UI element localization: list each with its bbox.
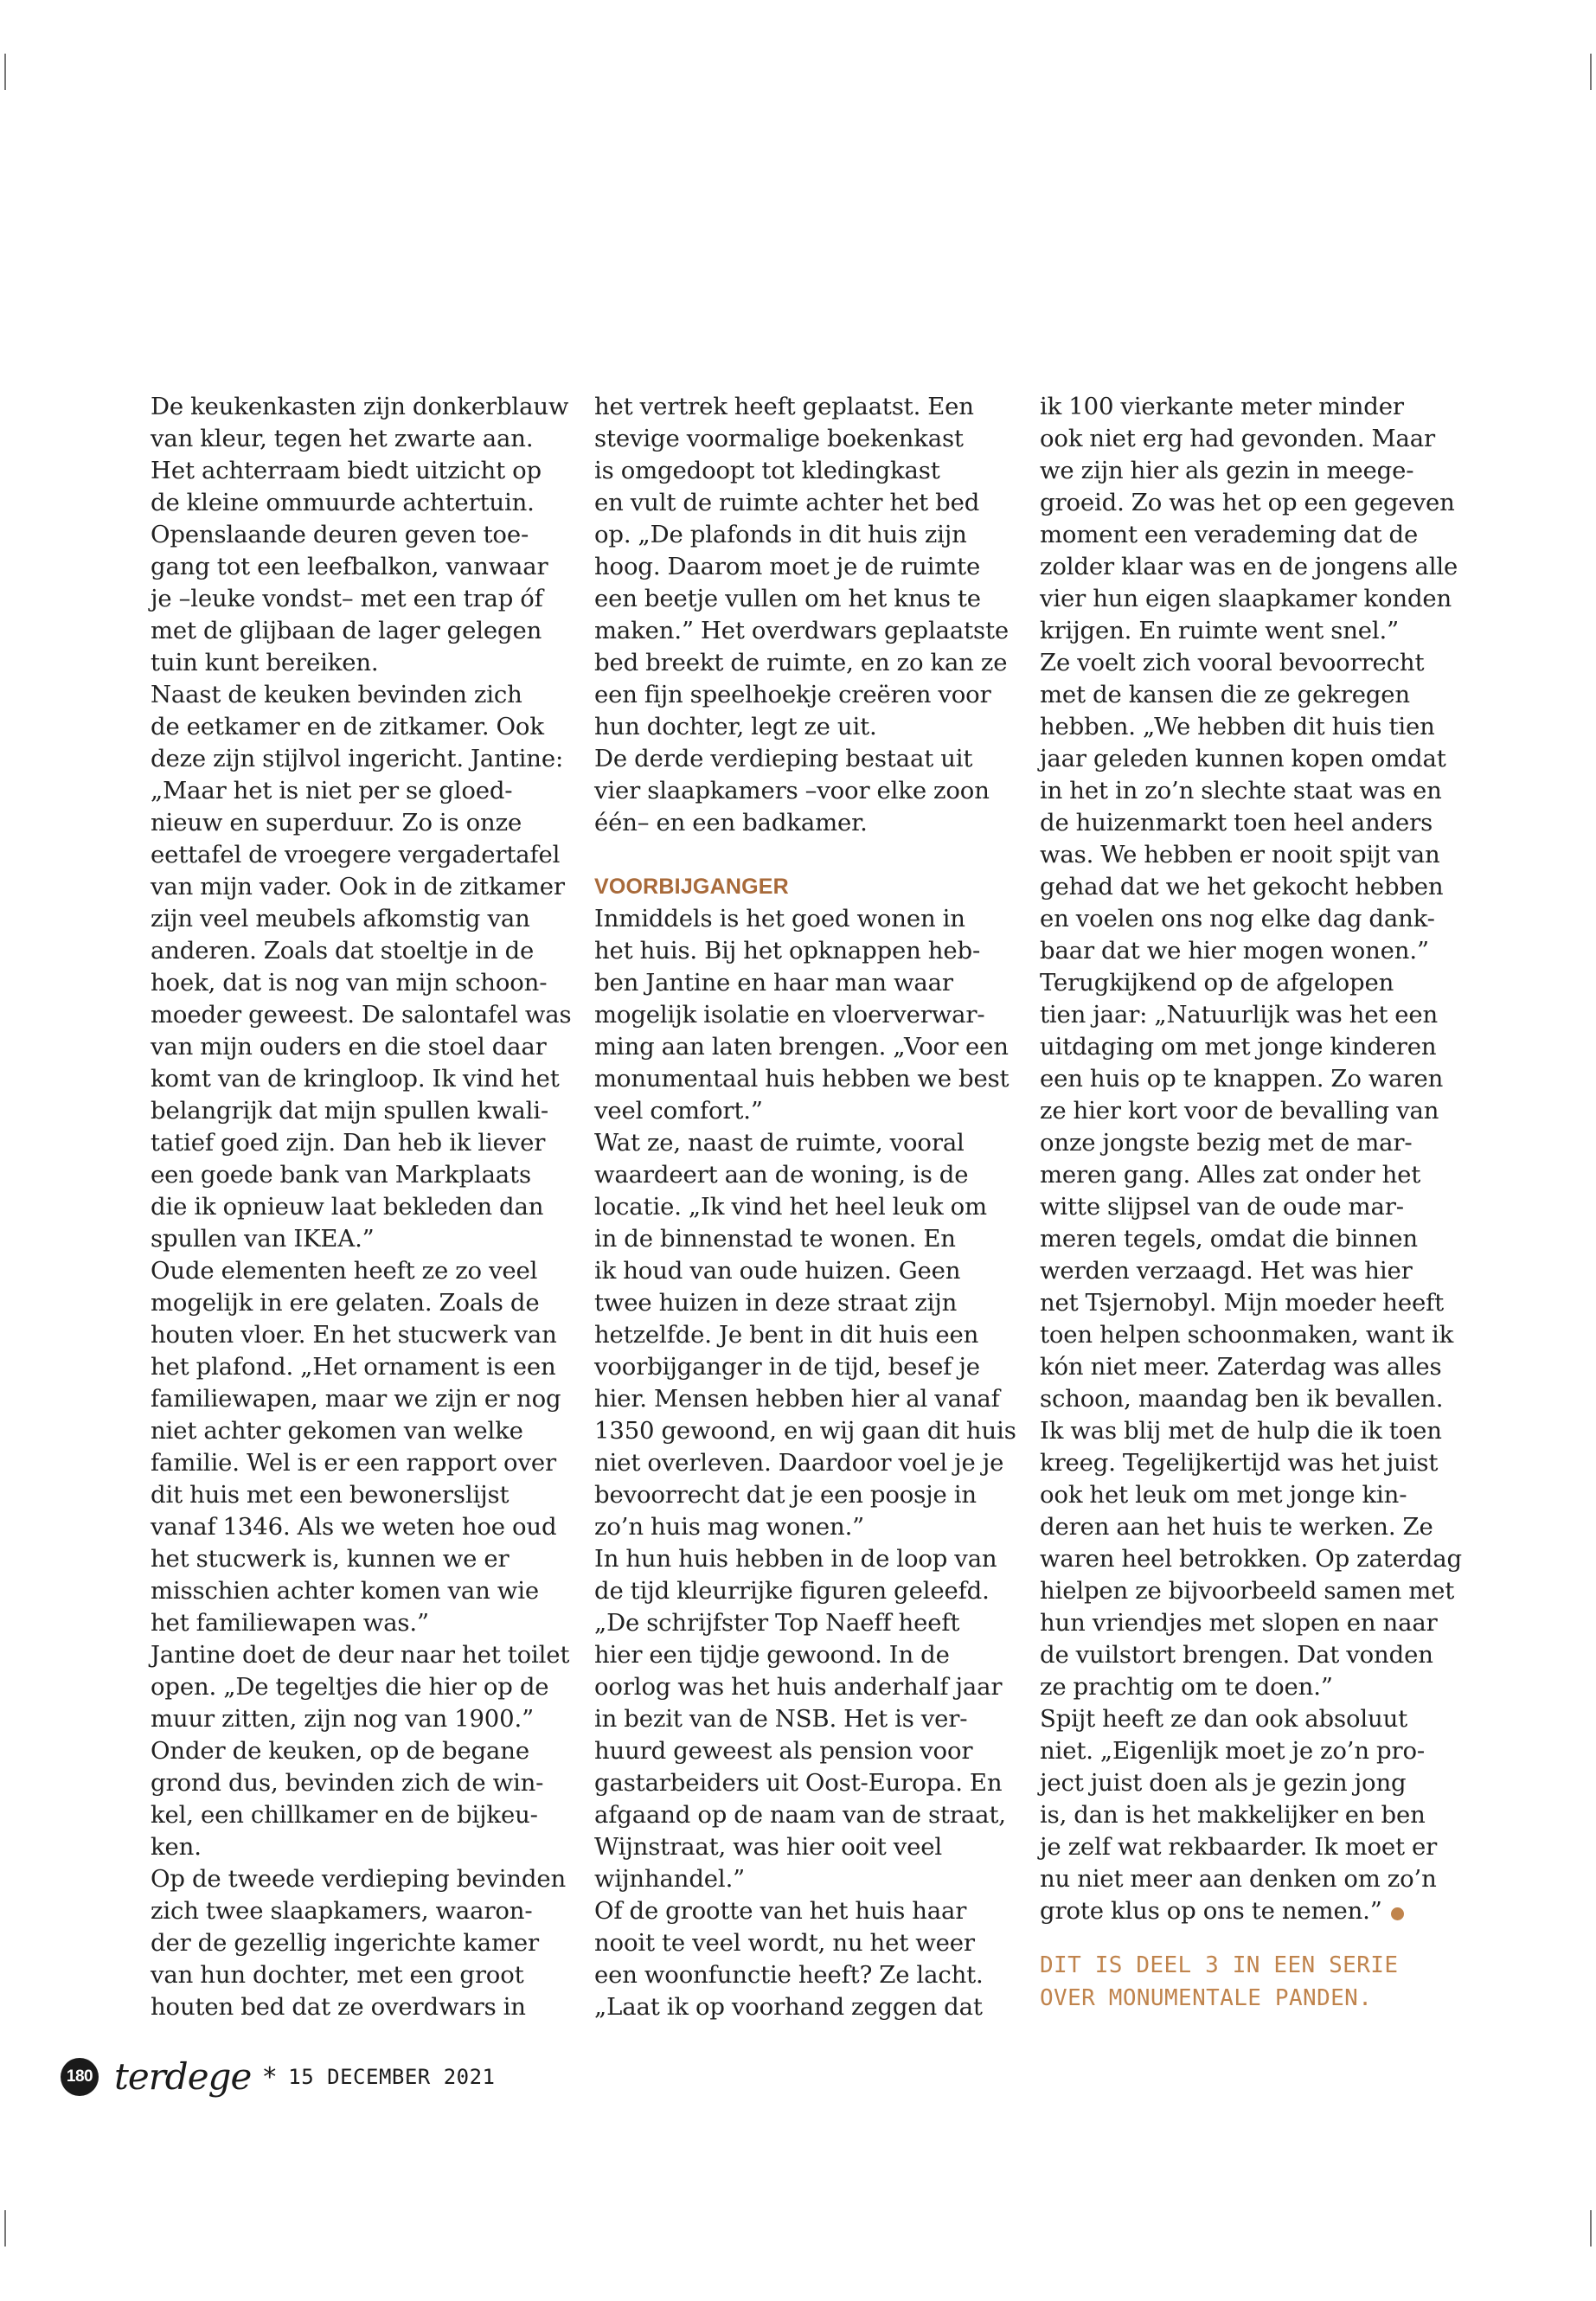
paragraph-line: jaar geleden kunnen kopen omdat bbox=[1040, 745, 1446, 772]
paragraph-line: zich twee slaapkamers, waaron- bbox=[151, 1897, 533, 1925]
paragraph-line: De keukenkasten zijn donkerblauw bbox=[151, 393, 569, 420]
paragraph-line: muur zitten, zijn nog van 1900.” bbox=[151, 1705, 534, 1733]
paragraph-line: we zijn hier als gezin in meege- bbox=[1040, 457, 1414, 484]
paragraph-line: hun dochter, legt ze uit. bbox=[594, 713, 877, 740]
paragraph-line: gang tot een leefbalkon, vanwaar bbox=[151, 553, 548, 580]
paragraph-line: kón niet meer. Zaterdag was alles bbox=[1040, 1353, 1442, 1381]
paragraph-line: een beetje vullen om het knus te bbox=[594, 585, 981, 612]
paragraph-line: van mijn ouders en die stoel daar bbox=[151, 1033, 547, 1061]
paragraph-line: gastarbeiders uit Oost-Europa. En bbox=[594, 1769, 1003, 1797]
paragraph-line: meren gang. Alles zat onder het bbox=[1040, 1161, 1421, 1189]
paragraph-line: het vertrek heeft geplaatst. Een bbox=[594, 393, 974, 420]
paragraph-line: ik 100 vierkante meter minder bbox=[1040, 393, 1404, 420]
paragraph-line: ook niet erg had gevonden. Maar bbox=[1040, 425, 1436, 452]
paragraph-line: vier hun eigen slaapkamer konden bbox=[1040, 585, 1452, 612]
paragraph-line: uitdaging om met jonge kinderen bbox=[1040, 1033, 1437, 1061]
paragraph-line: van mijn vader. Ook in de zitkamer bbox=[151, 873, 565, 901]
paragraph-line: „Maar het is niet per se gloed- bbox=[151, 777, 513, 804]
paragraph-line: houten vloer. En het stucwerk van bbox=[151, 1321, 557, 1349]
paragraph-line: Openslaande deuren geven toe- bbox=[151, 521, 529, 548]
page-number-badge: 180 bbox=[61, 2058, 99, 2096]
paragraph-line: der de gezellig ingerichte kamer bbox=[151, 1929, 540, 1957]
paragraph-line: familie. Wel is er een rapport over bbox=[151, 1449, 556, 1477]
paragraph-line: wijnhandel.” bbox=[594, 1865, 746, 1893]
paragraph-line: tuin kunt bereiken. bbox=[151, 649, 379, 676]
paragraph-line: ik houd van oude huizen. Geen bbox=[594, 1257, 961, 1285]
paragraph-line: deze zijn stijlvol ingericht. Jantine: bbox=[151, 745, 564, 772]
paragraph-line: was. We hebben er nooit spijt van bbox=[1040, 841, 1440, 868]
paragraph-line: maken.” Het overdwars geplaatste bbox=[594, 617, 1010, 644]
paragraph-line: „Laat ik op voorhand zeggen dat bbox=[594, 1993, 983, 2021]
section-heading: VOORBIJGANGER bbox=[594, 875, 789, 899]
paragraph-line: gehad dat we het gekocht hebben bbox=[1040, 873, 1444, 901]
paragraph-line: twee huizen in deze straat zijn bbox=[594, 1289, 958, 1317]
paragraph-line: De derde verdieping bestaat uit bbox=[594, 745, 973, 772]
paragraph-line: hoek, dat is nog van mijn schoon- bbox=[151, 969, 548, 997]
paragraph-line: ze hier kort voor de bevalling van bbox=[1040, 1097, 1439, 1125]
paragraph-line: hier een tijdje gewoond. In de bbox=[594, 1641, 950, 1669]
paragraph-line: vier slaapkamers –voor elke zoon bbox=[594, 777, 990, 804]
paragraph-line: een fijn speelhoekje creëren voor bbox=[594, 681, 991, 708]
paragraph-line: dit huis met een bewonerslijst bbox=[151, 1481, 510, 1509]
paragraph-line: een huis op te knappen. Zo waren bbox=[1040, 1065, 1444, 1093]
paragraph-line: in de binnenstad te wonen. En bbox=[594, 1225, 956, 1253]
paragraph-line: krijgen. En ruimte went snel.” bbox=[1040, 617, 1400, 644]
paragraph-line: is omgedoopt tot kledingkast bbox=[594, 457, 940, 484]
paragraph-line: kreeg. Tegelijkertijd was het juist bbox=[1040, 1449, 1439, 1477]
paragraph-line: afgaand op de naam van de straat, bbox=[594, 1801, 1006, 1829]
magazine-logo: terdege bbox=[114, 2055, 252, 2098]
paragraph-line: monumentaal huis hebben we best bbox=[594, 1065, 1010, 1093]
paragraph-line: huurd geweest als pension voor bbox=[594, 1737, 973, 1765]
paragraph-line: de huizenmarkt toen heel anders bbox=[1040, 809, 1433, 836]
paragraph-line: belangrijk dat mijn spullen kwali- bbox=[151, 1097, 549, 1125]
paragraph-line: nooit te veel wordt, nu het weer bbox=[594, 1929, 975, 1957]
paragraph-line: toen helpen schoonmaken, want ik bbox=[1040, 1321, 1454, 1349]
paragraph-line: ze prachtig om te doen.” bbox=[1040, 1673, 1333, 1701]
paragraph-line: in bezit van de NSB. Het is ver- bbox=[594, 1705, 968, 1733]
paragraph-line: baar dat we hier mogen wonen.” bbox=[1040, 937, 1429, 965]
paragraph-line: het huis. Bij het opknappen heb- bbox=[594, 937, 981, 965]
paragraph-line: ject juist doen als je gezin jong bbox=[1040, 1769, 1407, 1797]
paragraph-line: spullen van IKEA.” bbox=[151, 1225, 375, 1253]
paragraph-line: zijn veel meubels afkomstig van bbox=[151, 905, 530, 933]
paragraph-line: bed breekt de ruimte, en zo kan ze bbox=[594, 649, 1008, 676]
article-column-2 bbox=[594, 391, 1016, 2023]
asterisk-separator-icon: * bbox=[263, 2061, 277, 2093]
paragraph-line: vanaf 1346. Als we weten hoe oud bbox=[151, 1513, 557, 1541]
paragraph-line: hetzelfde. Je bent in dit huis een bbox=[594, 1321, 979, 1349]
paragraph-line: schoon, maandag ben ik bevallen. bbox=[1040, 1385, 1444, 1413]
paragraph-line: zolder klaar was en de jongens alle bbox=[1040, 553, 1458, 580]
paragraph-line: mogelijk isolatie en vloerverwar- bbox=[594, 1001, 985, 1029]
paragraph-line: ming aan laten brengen. „Voor een bbox=[594, 1033, 1009, 1061]
issue-date: 15 DECEMBER 2021 bbox=[288, 2065, 496, 2089]
paragraph-line: je zelf wat rekbaarder. Ik moet er bbox=[1040, 1833, 1438, 1861]
paragraph-line: hoog. Daarom moet je de ruimte bbox=[594, 553, 981, 580]
paragraph-line: mogelijk in ere gelaten. Zoals de bbox=[151, 1289, 540, 1317]
last-line-text: grote klus op ons te nemen.” bbox=[1040, 1897, 1382, 1925]
paragraph-line: nu niet meer aan denken om zo’n bbox=[1040, 1865, 1437, 1893]
series-note-line-2: OVER MONUMENTALE PANDEN. bbox=[1040, 1985, 1373, 2011]
paragraph-line: Onder de keuken, op de begane bbox=[151, 1737, 529, 1765]
paragraph-line: houten bed dat ze overdwars in bbox=[151, 1993, 526, 2021]
paragraph-line: open. „De tegeltjes die hier op de bbox=[151, 1673, 549, 1701]
paragraph-line: Spijt heeft ze dan ook absoluut bbox=[1040, 1705, 1408, 1733]
paragraph-line: komt van de kringloop. Ik vind het bbox=[151, 1065, 560, 1093]
paragraph-line: waren heel betrokken. Op zaterdag bbox=[1040, 1545, 1462, 1573]
paragraph-line: hebben. „We hebben dit huis tien bbox=[1040, 713, 1435, 740]
article-column-3 bbox=[1040, 391, 1462, 2016]
paragraph-line: in het in zo’n slechte staat was en bbox=[1040, 777, 1442, 804]
paragraph-line: tatief goed zijn. Dan heb ik liever bbox=[151, 1129, 546, 1157]
paragraph-line: 1350 gewoond, en wij gaan dit huis bbox=[594, 1417, 1016, 1445]
paragraph-line: hun vriendjes met slopen en naar bbox=[1040, 1609, 1438, 1637]
paragraph-line: ben Jantine en haar man waar bbox=[594, 969, 953, 997]
end-mark-dot-icon bbox=[1391, 1907, 1404, 1920]
paragraph-line: de tijd kleurrijke figuren geleefd. bbox=[594, 1577, 990, 1605]
paragraph-line: Inmiddels is het goed wonen in bbox=[594, 905, 965, 933]
paragraph-line: Wat ze, naast de ruimte, vooral bbox=[594, 1129, 965, 1157]
paragraph-line: misschien achter komen van wie bbox=[151, 1577, 539, 1605]
paragraph-line: Ze voelt zich vooral bevoorrecht bbox=[1040, 649, 1425, 676]
paragraph-line: Ik was blij met de hulp die ik toen bbox=[1040, 1417, 1442, 1445]
paragraph-line: met de glijbaan de lager gelegen bbox=[151, 617, 542, 644]
paragraph-line: het plafond. „Het ornament is een bbox=[151, 1353, 556, 1381]
paragraph-line: één– en een badkamer. bbox=[594, 809, 868, 836]
paragraph-line: niet achter gekomen van welke bbox=[151, 1417, 523, 1445]
paragraph-line: Of de grootte van het huis haar bbox=[594, 1897, 967, 1925]
crop-mark-bottom-left bbox=[4, 2210, 6, 2247]
paragraph-line: van hun dochter, met een groot bbox=[151, 1961, 524, 1989]
paragraph-line: „De schrijfster Top Naeff heeft bbox=[594, 1609, 960, 1637]
paragraph-line: is, dan is het makkelijker en ben bbox=[1040, 1801, 1426, 1829]
paragraph-line: net Tsjernobyl. Mijn moeder heeft bbox=[1040, 1289, 1445, 1317]
paragraph-line: In hun huis hebben in de loop van bbox=[594, 1545, 997, 1573]
paragraph-line: werden verzaagd. Het was hier bbox=[1040, 1257, 1413, 1285]
paragraph-line: moment een verademing dat de bbox=[1040, 521, 1419, 548]
paragraph-line: groeid. Zo was het op een gegeven bbox=[1040, 489, 1455, 516]
section-gap bbox=[594, 839, 1010, 871]
crop-mark-top-right bbox=[1590, 54, 1592, 90]
paragraph-line: locatie. „Ik vind het heel leuk om bbox=[594, 1193, 987, 1221]
paragraph-line: deren aan het huis te werken. Ze bbox=[1040, 1513, 1433, 1541]
paragraph-line: oorlog was het huis anderhalf jaar bbox=[594, 1673, 1003, 1701]
paragraph-line: tien jaar: „Natuurlijk was het een bbox=[1040, 1001, 1439, 1029]
column-3-text bbox=[1040, 391, 1462, 1895]
paragraph-line: van kleur, tegen het zwarte aan. bbox=[151, 425, 534, 452]
paragraph-line: die ik opnieuw laat bekleden dan bbox=[151, 1193, 544, 1221]
page-footer bbox=[61, 2055, 495, 2099]
paragraph-line: anderen. Zoals dat stoeltje in de bbox=[151, 937, 535, 965]
paragraph-line: niet. „Eigenlijk moet je zo’n pro- bbox=[1040, 1737, 1426, 1765]
paragraph-line: een goede bank van Markplaats bbox=[151, 1161, 531, 1189]
paragraph-line: witte slijpsel van de oude mar- bbox=[1040, 1193, 1404, 1221]
paragraph-line: de vuilstort brengen. Dat vonden bbox=[1040, 1641, 1433, 1669]
paragraph-line: het familiewapen was.” bbox=[151, 1609, 429, 1637]
paragraph-line: grond dus, bevinden zich de win- bbox=[151, 1769, 544, 1797]
paragraph-line: veel comfort.” bbox=[594, 1097, 763, 1125]
paragraph-line: Terugkijkend op de afgelopen bbox=[1040, 969, 1394, 997]
paragraph-line: de kleine ommuurde achtertuin. bbox=[151, 489, 535, 516]
paragraph-line: hier. Mensen hebben hier al vanaf bbox=[594, 1385, 1000, 1413]
paragraph-line: onze jongste bezig met de mar- bbox=[1040, 1129, 1413, 1157]
paragraph-line: voorbijganger in de tijd, besef je bbox=[594, 1353, 980, 1381]
paragraph-line: Naast de keuken bevinden zich bbox=[151, 681, 522, 708]
paragraph-line: op. „De plafonds in dit huis zijn bbox=[594, 521, 967, 548]
paragraph-line: en voelen ons nog elke dag dank- bbox=[1040, 905, 1435, 933]
paragraph-line: eettafel de vroegere vergadertafel bbox=[151, 841, 561, 868]
paragraph-line: bevoorrecht dat je een poosje in bbox=[594, 1481, 977, 1509]
paragraph-line: Jantine doet de deur naar het toilet bbox=[151, 1641, 570, 1669]
paragraph-line: je –leuke vondst– met een trap óf bbox=[151, 585, 543, 612]
paragraph-line: kel, een chillkamer en de bijkeu- bbox=[151, 1801, 538, 1829]
paragraph-line: Oude elementen heeft ze zo veel bbox=[151, 1257, 538, 1285]
column-2-part-1 bbox=[594, 391, 1010, 839]
column-2-part-2 bbox=[594, 903, 1016, 2023]
paragraph-line: nieuw en superduur. Zo is onze bbox=[151, 809, 522, 836]
paragraph-line: het stucwerk is, kunnen we er bbox=[151, 1545, 510, 1573]
paragraph-line: de eetkamer en de zitkamer. Ook bbox=[151, 713, 544, 740]
article-column-1 bbox=[151, 391, 572, 2023]
paragraph-line: Wijnstraat, was hier ooit veel bbox=[594, 1833, 942, 1861]
paragraph-line: Op de tweede verdieping bevinden bbox=[151, 1865, 567, 1893]
paragraph-line: ook het leuk om met jonge kin- bbox=[1040, 1481, 1407, 1509]
paragraph-line: ken. bbox=[151, 1833, 202, 1861]
paragraph-line: met de kansen die ze gekregen bbox=[1040, 681, 1410, 708]
series-note bbox=[1040, 1950, 1455, 2016]
paragraph-line: waardeert aan de woning, is de bbox=[594, 1161, 969, 1189]
paragraph-line: meren tegels, omdat die binnen bbox=[1040, 1225, 1418, 1253]
paragraph-line: zo’n huis mag wonen.” bbox=[594, 1513, 865, 1541]
paragraph-line: en vult de ruimte achter het bed bbox=[594, 489, 980, 516]
paragraph-line: stevige voormalige boekenkast bbox=[594, 425, 964, 452]
paragraph-line-last bbox=[1040, 1895, 1455, 1927]
paragraph-line: een woonfunctie heeft? Ze lacht. bbox=[594, 1961, 984, 1989]
paragraph-line: niet overleven. Daardoor voel je je bbox=[594, 1449, 1004, 1477]
crop-mark-bottom-right bbox=[1590, 2210, 1592, 2247]
series-note-line-1: DIT IS DEEL 3 IN EEN SERIE bbox=[1040, 1952, 1399, 1978]
paragraph-line: hielpen ze bijvoorbeeld samen met bbox=[1040, 1577, 1455, 1605]
paragraph-line: familiewapen, maar we zijn er nog bbox=[151, 1385, 561, 1413]
crop-mark-top-left bbox=[4, 54, 6, 90]
paragraph-line: Het achterraam biedt uitzicht op bbox=[151, 457, 542, 484]
paragraph-line: moeder geweest. De salontafel was bbox=[151, 1001, 572, 1029]
